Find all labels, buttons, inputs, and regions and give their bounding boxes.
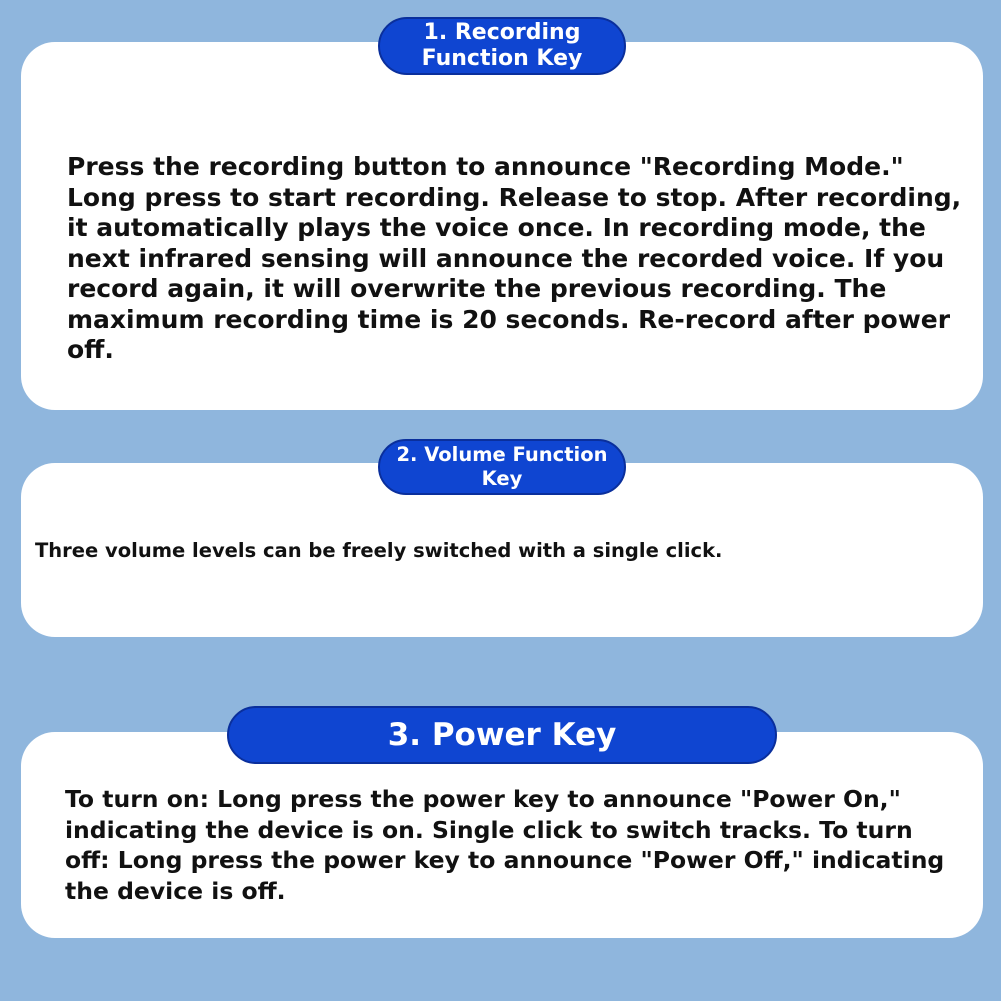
volume-function-title [378, 439, 626, 495]
power-key-title [227, 706, 777, 764]
power-key-title-text: 3. Power Key [387, 717, 617, 753]
recording-function-title-text: 1. Recording Function Key [421, 20, 583, 71]
volume-function-description: Three volume levels can be freely switched with a single click. [35, 539, 723, 562]
recording-function-description: Press the recording button to announce "Recording Mode." Long press to start recording. Release to stop. After recording, it automatically plays the voice once. In recording mode, the next infrared sensing will announce the recorded voice. If you record again, it will overwrite the previous recording. The maximum recording time is 20 seconds. Re-record after power off. [67, 152, 962, 364]
volume-function-title-text: 2. Volume Function Key [396, 443, 608, 490]
recording-function-title [378, 17, 626, 75]
power-key-description: To turn on: Long press the power key to announce "Power On," indicating the device is on. Single click to switch tracks. To turn off: Long press the power key to announce "Power Off," indicating the device is off. [65, 785, 945, 905]
recording-function-card [21, 42, 983, 410]
